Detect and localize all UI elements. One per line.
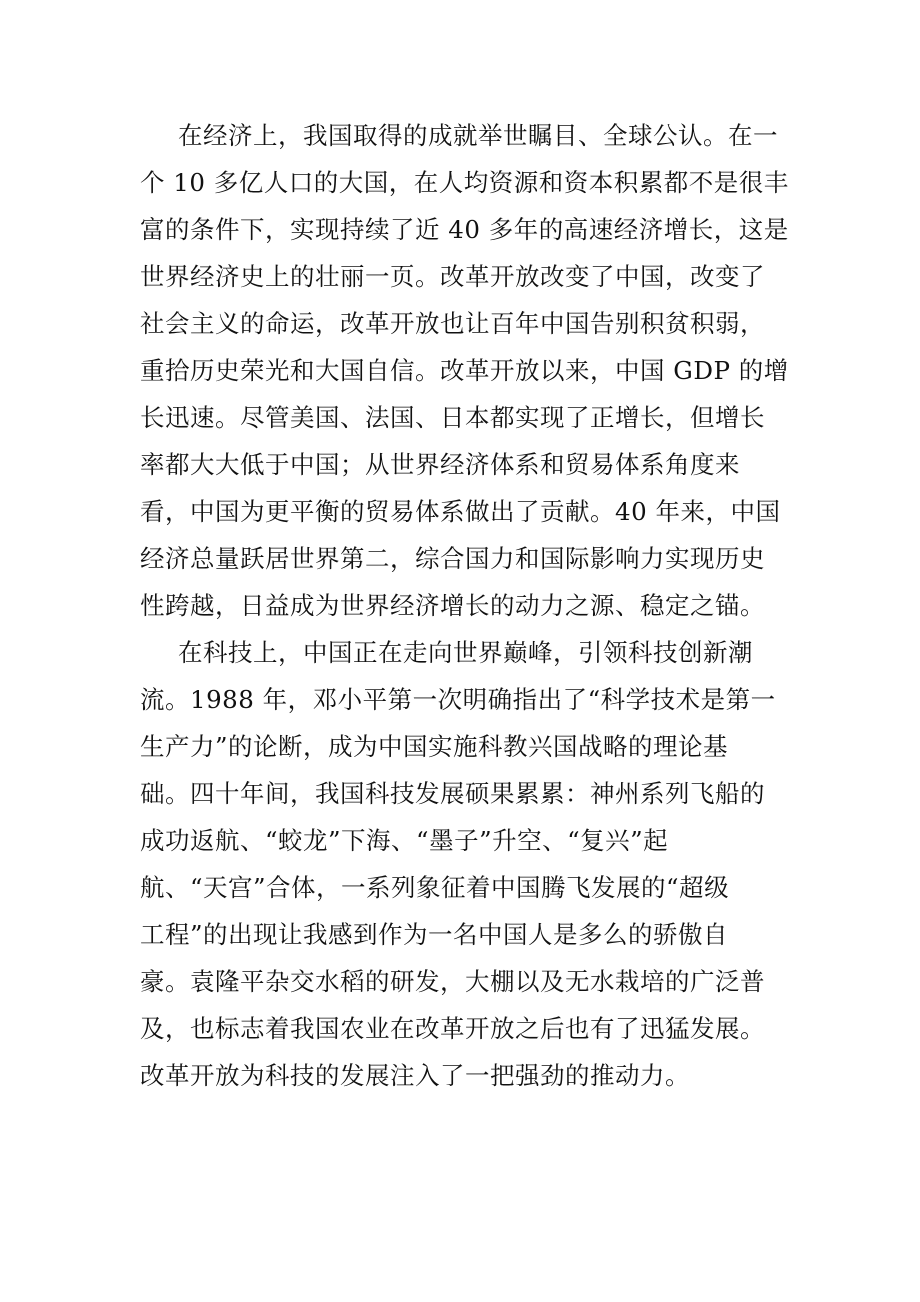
paragraph-line: 工程”的出现让我感到作为一名中国人是多么的骄傲自: [140, 920, 729, 949]
paragraph-line: 航、“天宫”合体，一系列象征着中国腾飞发展的“超级: [140, 873, 730, 902]
paragraph-line: 经济总量跃居世界第二，综合国力和国际影响力实现历史: [140, 544, 765, 573]
paragraph-line: 及，也标志着我国农业在改革开放之后也有了迅猛发展。: [140, 1014, 765, 1043]
paragraph-line: 豪。袁隆平杂交水稻的研发，大棚以及无水栽培的广泛普: [140, 967, 765, 996]
paragraph-technology: [140, 629, 780, 1099]
paragraph-line: 看，中国为更平衡的贸易体系做出了贡献。40 年来，中国: [140, 497, 781, 526]
paragraph-line: 富的条件下，实现持续了近 40 多年的高速经济增长，这是: [140, 215, 789, 244]
paragraph-line: 在经济上，我国取得的成就举世瞩目、全球公认。在一: [178, 121, 778, 150]
paragraph-line: 生产力”的论断，成为中国实施科教兴国战略的理论基: [140, 732, 729, 761]
paragraph-line: 改革开放为科技的发展注入了一把强劲的推动力。: [140, 1061, 690, 1090]
document-body: [140, 112, 789, 1099]
paragraph-line: 在科技上，中国正在走向世界巅峰，引领科技创新潮: [178, 638, 753, 667]
paragraph-line: 性跨越，日益成为世界经济增长的动力之源、稳定之锚。: [140, 591, 765, 620]
paragraph-line: 流。1988 年，邓小平第一次明确指出了“科学技术是第一: [140, 685, 776, 714]
paragraph-line: 率都大大低于中国；从世界经济体系和贸易体系角度来: [140, 450, 740, 479]
paragraph-line: 础。四十年间，我国科技发展硕果累累：神州系列飞船的: [140, 779, 765, 808]
paragraph-line: 世界经济史上的壮丽一页。改革开放改变了中国，改变了: [140, 262, 765, 291]
paragraph-line: 长迅速。尽管美国、法国、日本都实现了正增长，但增长: [140, 403, 765, 432]
paragraph-line: 个 10 多亿人口的大国，在人均资源和资本积累都不是很丰: [140, 168, 789, 197]
paragraph-line: 社会主义的命运，改革开放也让百年中国告别积贫积弱，: [140, 309, 765, 338]
paragraph-line: 重拾历史荣光和大国自信。改革开放以来，中国 GDP 的增: [140, 356, 789, 385]
paragraph-economy: [140, 112, 789, 629]
paragraph-line: 成功返航、“蛟龙”下海、“墨子”升空、“复兴”起: [140, 826, 669, 855]
